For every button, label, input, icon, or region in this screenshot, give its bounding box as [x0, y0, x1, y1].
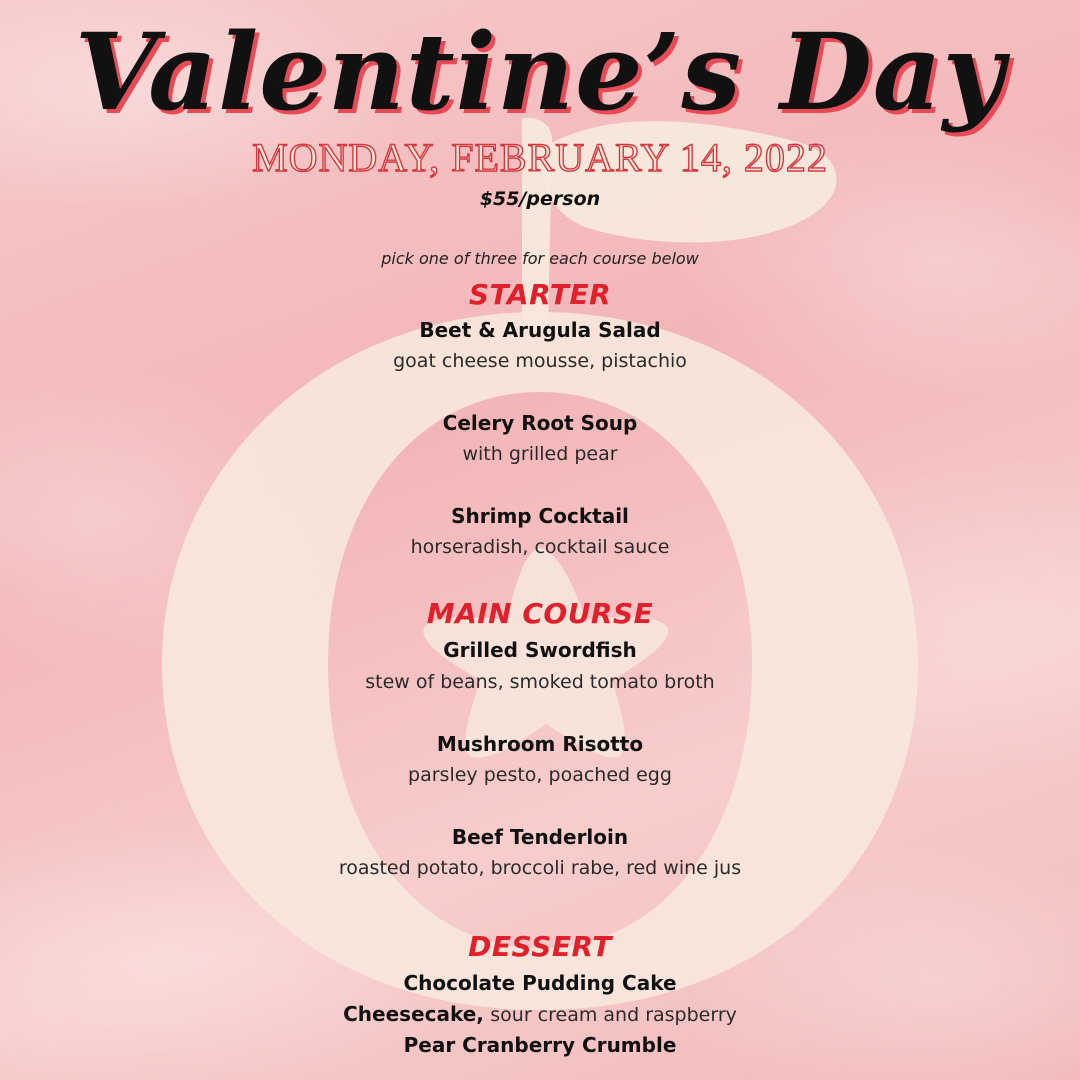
- menu-item-description: with grilled pear: [462, 443, 618, 465]
- menu-item-name: Pear Cranberry Crumble: [403, 1033, 677, 1057]
- course-heading-dessert: DESSERT: [468, 930, 612, 963]
- course-instruction: pick one of three for each course below: [381, 249, 699, 268]
- menu-item-name: Grilled Swordfish: [443, 638, 637, 662]
- menu-item-description: goat cheese mousse, pistachio: [393, 350, 687, 372]
- menu-item-line: [0, 1000, 1080, 1029]
- menu-item-description: sour cream and raspberry: [490, 1004, 737, 1026]
- menu-item-description: roasted potato, broccoli rabe, red wine jus: [338, 857, 742, 879]
- page-title: Valentine’s Day: [74, 9, 1006, 134]
- menu-item-name: Mushroom Risotto: [436, 732, 644, 756]
- menu-item-description: parsley pesto, poached egg: [408, 764, 672, 786]
- menu-item-name: Shrimp Cocktail: [451, 504, 629, 528]
- menu-item-description: stew of beans, smoked tomato broth: [365, 671, 715, 693]
- menu-item-name: Cheesecake,: [343, 1002, 484, 1026]
- course-heading-starter: STARTER: [468, 278, 612, 311]
- event-date: MONDAY, FEBRUARY 14, 2022: [252, 135, 828, 180]
- course-heading-main: MAIN COURSE: [426, 597, 654, 630]
- menu-item-description: horseradish, cocktail sauce: [410, 536, 670, 558]
- menu-item-name: Celery Root Soup: [442, 411, 638, 435]
- price-per-person: $55/person: [479, 188, 601, 210]
- menu-item-name: Chocolate Pudding Cake: [403, 971, 677, 995]
- menu-item-name: Beet & Arugula Salad: [419, 318, 661, 342]
- menu-item-name: Beef Tenderloin: [451, 825, 629, 849]
